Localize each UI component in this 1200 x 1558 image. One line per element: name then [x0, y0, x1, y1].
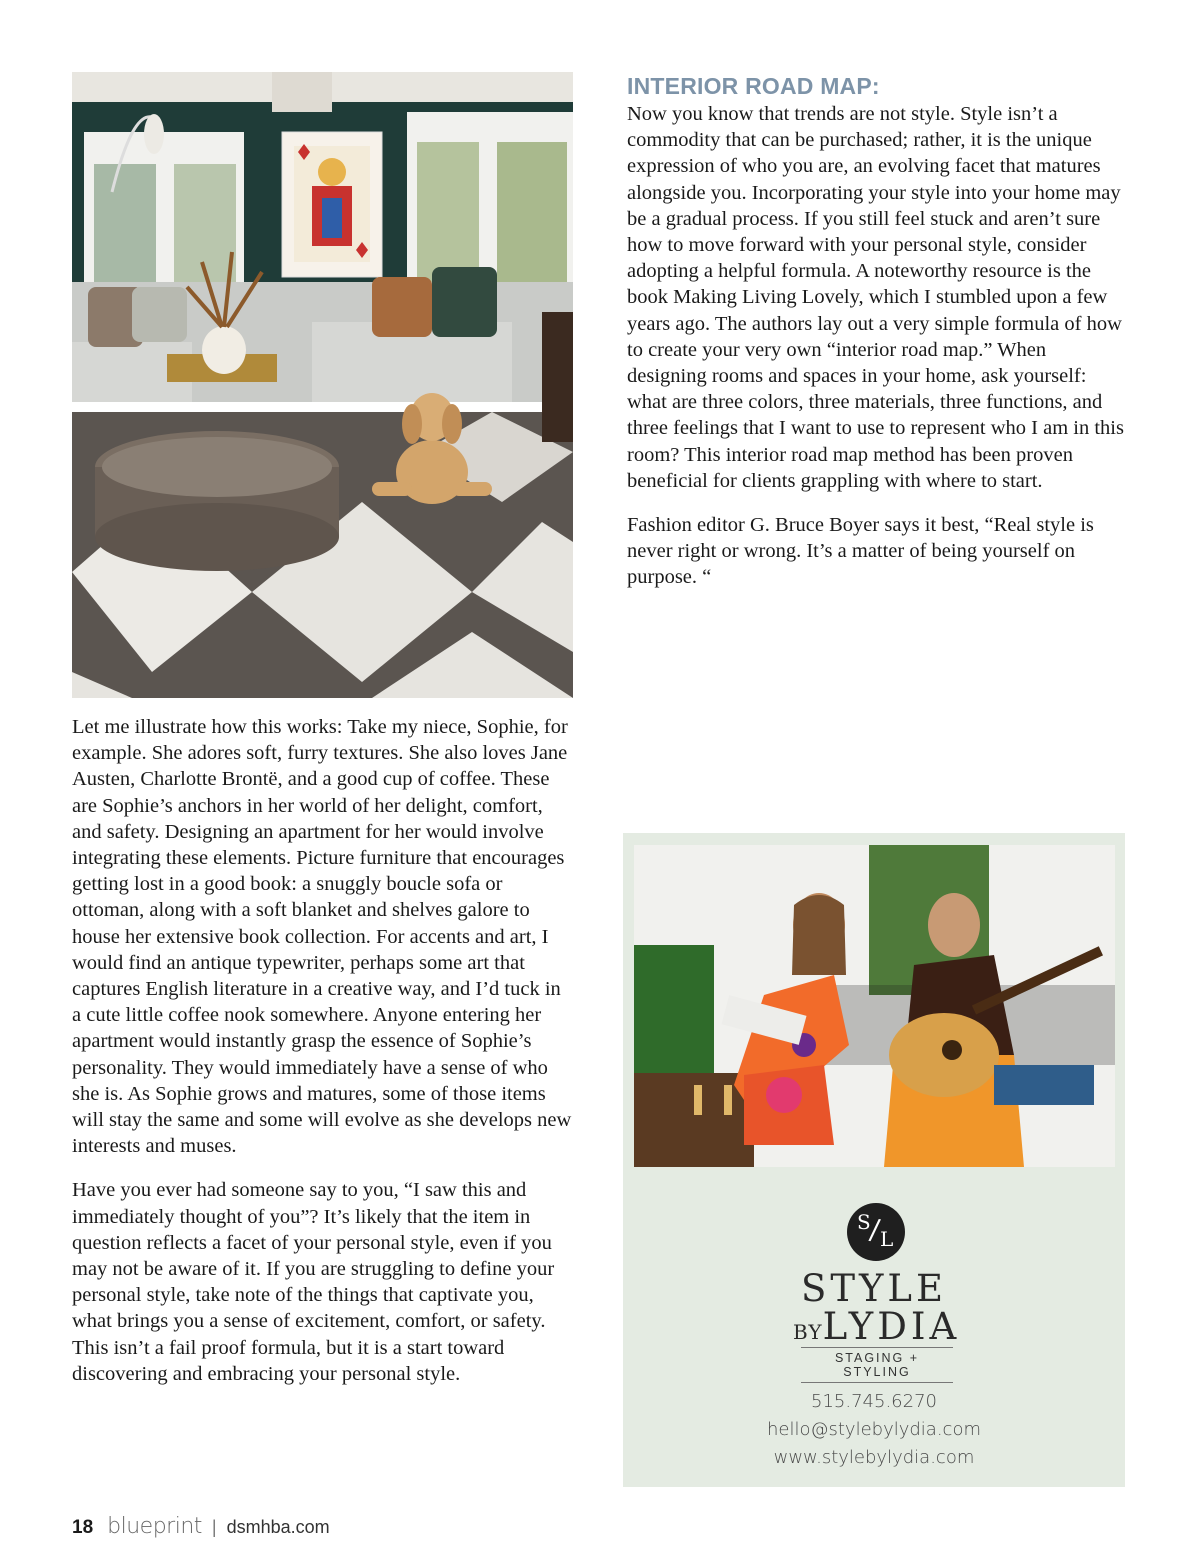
magazine-name: blueprint	[107, 1514, 202, 1539]
footer-site: dsmhba.com	[226, 1517, 330, 1537]
page-footer	[72, 1514, 330, 1544]
footer-separator: |	[211, 1517, 217, 1537]
logo-slash: /	[867, 1212, 882, 1247]
brand-tagline: STAGING + STYLING	[801, 1347, 953, 1383]
style-by-lydia-ad	[623, 833, 1125, 1487]
brand-name-lydia	[793, 1305, 960, 1348]
living-room-illustration	[72, 72, 573, 698]
brand-lydia-word: LYDIA	[822, 1305, 961, 1348]
left-column	[72, 714, 572, 1405]
brand-logo	[847, 1203, 905, 1261]
contact-email: hello@stylebylydia.com	[766, 1419, 981, 1440]
couple-photo	[634, 845, 1115, 1167]
contact-phone: 515.745.6270	[811, 1391, 937, 1412]
paragraph-quote: Fashion editor G. Bruce Boyer says it best, “Real style is never right or wrong. It’s a matter of being yourself on purpose. “	[627, 514, 1094, 589]
logo-letter-s: S	[857, 1210, 871, 1234]
paragraph-personal-style: Have you ever had someone say to you, “I saw this and immediately thought of you”? It’s likely that the item in question reflects a facet of your personal style, even if you may not be aware of it. If you are struggling to define your personal style, take note of the things that captivate you, what brings you a sense of excitement, comfort, or safety. This isn’t a fail proof formula, but it is a start toward discovering and embracing your personal style.	[72, 1179, 555, 1385]
brand-name-style: STYLE	[800, 1267, 948, 1310]
couple-illustration	[634, 845, 1115, 1167]
paragraph-road-map: Now you know that trends are not style. Style isn’t a commodity that can be purchased; rather, it is the unique expression of who you are, an evolving facet that matures alongside you. Incorporating your style into your home may be a gradual process. If you still feel stuck and aren’t sure how to move forward with your personal style, consider adopting a helpful formula. A noteworthy resource is the book Making Living Lovely, which I stumbled upon a few years ago. The authors lay out a very simple formula of how to create your very own “interior road map.” When designing rooms and spaces in your home, ask yourself: what are three colors, three materials, three functions, and three feelings that I want to use to represent who I am in this room? This interior road map method has been proven beneficial for clients grappling with where to start.	[627, 103, 1124, 492]
page-number: 18	[72, 1517, 94, 1538]
contact-website: www.stylebylydia.com	[773, 1447, 975, 1468]
logo-letter-l: L	[880, 1227, 894, 1251]
section-heading: INTERIOR ROAD MAP:	[627, 73, 880, 99]
living-room-photo	[72, 72, 573, 698]
brand-by: BY	[793, 1320, 823, 1344]
paragraph-sophie: Let me illustrate how this works: Take my niece, Sophie, for example. She adores soft, furry textures. She also loves Jane Austen, Charlotte Brontë, and a good cup of coffee. These are Sophie’s anchors in her world of her delight, comfort, and safety. Designing an apartment for her would involve integrating these elements. Picture furniture that encourages getting lost in a good book: a snuggly boucle sofa or ottoman, along with a soft blanket and shelves galore to house her extensive book collection. For accents and art, I would find an antique typewriter, perhaps some art that captures English literature in a creative way, and I’d tuck in a cute little coffee nook somewhere. Anyone entering her apartment would instantly grasp the essence of Sophie’s personality. They would immediately have a sense of who she is. As Sophie grows and matures, some of those items will stay the same and some will evolve as she develops new interests and muses.	[72, 716, 572, 1158]
right-column	[627, 73, 1127, 609]
